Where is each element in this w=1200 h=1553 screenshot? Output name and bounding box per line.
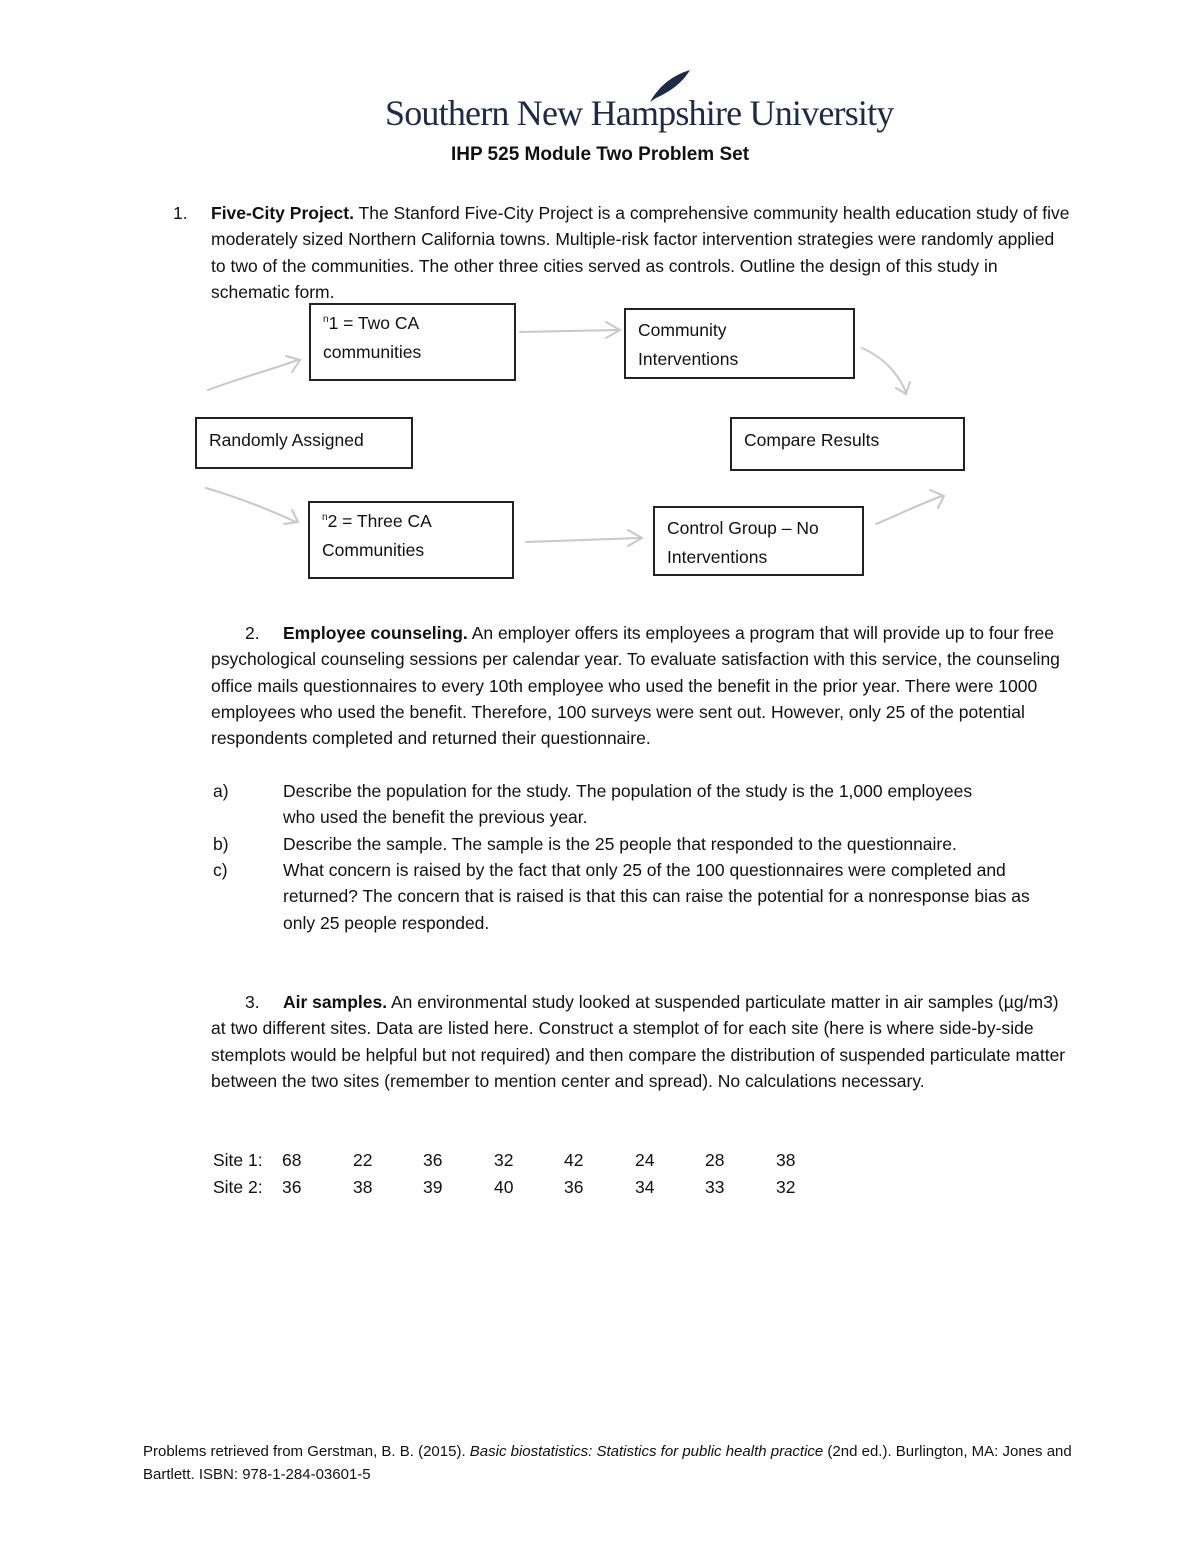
q3-number: 3. (245, 992, 260, 1012)
q2-item-c-label: c) (213, 860, 228, 880)
site1-value: 38 (776, 1150, 796, 1170)
citation-suffix: (2nd ed.). Burlington, MA: Jones and Bartlett. ISBN: 978-1-284-03601-5 (143, 1443, 1072, 1483)
site1-value: 28 (705, 1150, 725, 1170)
site1-value: 24 (635, 1150, 655, 1170)
citation-footer (143, 1440, 1073, 1486)
control-line1: Control Group – No (667, 518, 819, 538)
q1-body: The Stanford Five-City Project is a comprehensive community health education study of five moderately sized Northern California towns. Multiple-risk factor intervention strategies were randomly applied to two of the communities. The other three cities served as controls. Outline the design of this study in schematic form. (211, 203, 1070, 302)
control-line2: Interventions (667, 547, 768, 567)
q3-heading: Air samples. (283, 992, 388, 1012)
q2-body: An employer offers its employees a program that will provide up to four free psychological counseling sessions per calendar year. To evaluate satisfaction with this service, the counseling office mails questionnaires to every 10th employee who used the benefit in the prior year. There were 1000 employees who used the benefit. Therefore, 100 surveys were sent out. However, only 25 of the potential respondents completed and returned their questionnaire. (211, 623, 1060, 749)
q2-item-a-text: Describe the population for the study. The population of the study is the 1,000 employees who used the benefit the previous year. (283, 781, 973, 828)
compare-results-box (730, 417, 965, 471)
n2-label-line2: Communities (322, 540, 425, 560)
site2-value: 36 (564, 1177, 584, 1197)
site1-value: 36 (423, 1150, 443, 1170)
university-logo-text: Southern New Hampshire University (385, 93, 894, 133)
site2-value: 34 (635, 1177, 655, 1197)
site1-value: 42 (564, 1150, 584, 1170)
randomly-assigned-box (195, 417, 413, 469)
q2-item-c (213, 857, 1073, 937)
site2-row (0, 1174, 1200, 1202)
q2-item-a-label: a) (213, 781, 229, 801)
site2-value: 39 (423, 1177, 443, 1197)
q1-number: 1. (173, 203, 188, 223)
compare-results-label: Compare Results (744, 430, 880, 450)
q2-paragraph (211, 620, 1071, 751)
q1-heading: Five-City Project. (211, 203, 354, 223)
site1-label: Site 1: (213, 1150, 263, 1170)
site2-value: 40 (494, 1177, 514, 1197)
q2-item-b-text: Describe the sample. The sample is the 25 people that responded to the questionnaire. (283, 834, 957, 854)
citation-prefix: Problems retrieved from Gerstman, B. B. (2015). (143, 1443, 470, 1460)
community-interventions-box (624, 308, 855, 379)
q2-item-b (213, 831, 1073, 859)
schematic-arrows (0, 0, 1200, 640)
n2-superscript: n (322, 512, 328, 524)
q2-item-c-text: What concern is raised by the fact that only 25 of the 100 questionnaires were completed and returned? The concern that is raised is that this can raise the potential for a nonresponse bias as only 25 people responded. (283, 860, 1030, 933)
document-title: IHP 525 Module Two Problem Set (450, 144, 750, 165)
q3-body: An environmental study looked at suspended particulate matter in air samples (µg/m3) at two different sites. Data are listed here. Construct a stemplot of for each site (here is where side-by-side stemplots would be helpful but not required) and then compare the distribution of suspended particulate matter between the two sites (remember to mention center and spread). No calculations necessary. (211, 992, 1066, 1091)
q3-paragraph (211, 989, 1071, 1094)
control-group-box (653, 506, 864, 576)
site2-value: 38 (353, 1177, 373, 1197)
site2-value: 32 (776, 1177, 796, 1197)
site2-value: 33 (705, 1177, 725, 1197)
site2-value: 36 (282, 1177, 302, 1197)
citation-book-title: Basic biostatistics: Statistics for public health practice (469, 1443, 824, 1460)
n1-superscript: n (323, 314, 329, 326)
q2-item-b-label: b) (213, 834, 229, 854)
interventions-line1: Community (638, 320, 727, 340)
q2-number: 2. (245, 623, 260, 643)
n2-label: 2 = Three CA (327, 511, 432, 531)
site1-value: 32 (494, 1150, 514, 1170)
n1-label: 1 = Two CA (328, 313, 420, 333)
site1-row (0, 1147, 1200, 1175)
n1-label-line2: communities (323, 342, 422, 362)
randomly-assigned-label: Randomly Assigned (209, 430, 364, 450)
site2-label: Site 2: (213, 1177, 263, 1197)
interventions-line2: Interventions (638, 349, 739, 369)
site1-value: 68 (282, 1150, 302, 1170)
q2-item-a (213, 778, 1073, 832)
group-one-box (309, 303, 516, 381)
q2-heading: Employee counseling. (283, 623, 468, 643)
site1-value: 22 (353, 1150, 373, 1170)
group-two-box (308, 501, 514, 579)
